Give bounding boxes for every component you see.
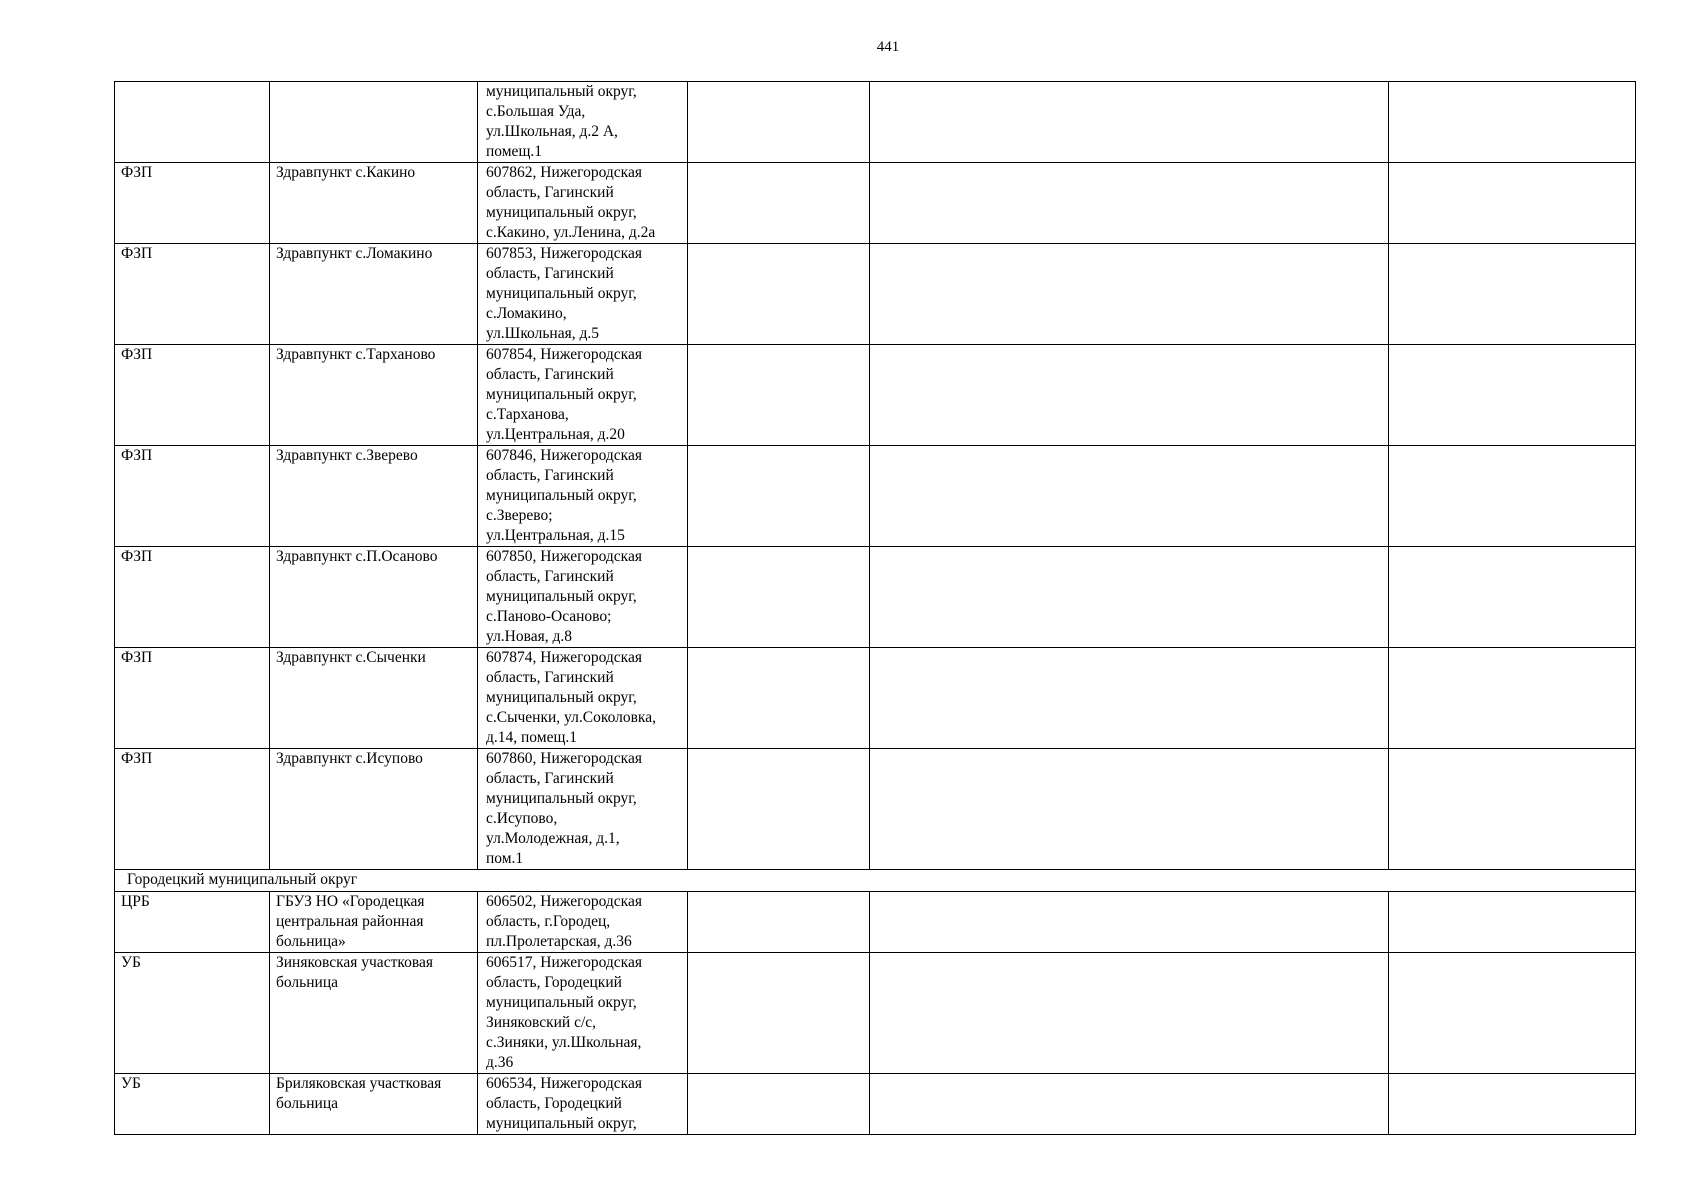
empty-cell <box>870 446 1389 547</box>
empty-cell <box>688 82 870 163</box>
facility-address-text: 606517, Нижегородская область, Городецкий муниципальный округ, Зиняковский с/с, с.Зиняки, ул.Школьная, д.36 <box>486 954 642 1071</box>
facility-address-cell <box>478 1074 688 1135</box>
empty-cell <box>870 892 1389 953</box>
facility-type-text: ФЗП <box>121 164 153 181</box>
facility-type-cell <box>115 82 270 163</box>
empty-cell <box>1389 1074 1636 1135</box>
empty-cell <box>1389 345 1636 446</box>
table-row <box>115 82 1636 163</box>
facility-address-cell <box>478 244 688 345</box>
empty-cell <box>688 345 870 446</box>
empty-cell <box>1389 244 1636 345</box>
table-row <box>115 163 1636 244</box>
empty-cell <box>1389 749 1636 870</box>
facility-name-cell <box>270 345 478 446</box>
facility-name-text: Зиняковская участковая больница <box>276 954 433 991</box>
table-row <box>115 345 1636 446</box>
facility-address-text: муниципальный округ, с.Большая Уда, ул.Школьная, д.2 А, помещ.1 <box>486 83 637 160</box>
empty-cell <box>1389 547 1636 648</box>
empty-cell <box>870 345 1389 446</box>
facility-type-cell <box>115 345 270 446</box>
empty-cell <box>688 648 870 749</box>
empty-cell <box>1389 648 1636 749</box>
facility-address-text: 607862, Нижегородская область, Гагинский муниципальный округ, с.Какино, ул.Ленина, д.2а <box>486 164 656 241</box>
facility-name-cell <box>270 163 478 244</box>
facilities-table <box>114 81 1636 1135</box>
facility-name-cell <box>270 82 478 163</box>
facility-address-cell <box>478 953 688 1074</box>
facility-type-cell <box>115 163 270 244</box>
facility-name-text: Здравпункт с.Какино <box>276 164 416 181</box>
facility-type-cell <box>115 1074 270 1135</box>
facility-address-text: 607846, Нижегородская область, Гагинский муниципальный округ, с.Зверево; ул.Центральная, д.15 <box>486 447 642 544</box>
page-number: 441 <box>876 39 900 55</box>
facility-name-cell <box>270 244 478 345</box>
facility-address-text: 606534, Нижегородская область, Городецкий муниципальный округ, <box>486 1075 642 1132</box>
table-row <box>115 547 1636 648</box>
empty-cell <box>870 547 1389 648</box>
empty-cell <box>688 446 870 547</box>
facility-name-text: Здравпункт с.Исупово <box>276 750 423 767</box>
facility-address-cell <box>478 345 688 446</box>
facility-type-text: ФЗП <box>121 649 153 666</box>
facility-name-cell <box>270 1074 478 1135</box>
facility-type-cell <box>115 648 270 749</box>
table-row <box>115 749 1636 870</box>
facility-name-text: Здравпункт с.П.Осаново <box>276 548 438 565</box>
facility-name-text: ГБУЗ НО «Городецкая центральная районная больница» <box>276 893 425 950</box>
facility-address-text: 607860, Нижегородская область, Гагинский муниципальный округ, с.Исупово, ул.Молодежная, д.1, пом.1 <box>486 750 642 867</box>
facility-address-cell <box>478 648 688 749</box>
section-title-text: Городецкий муниципальный округ <box>127 871 358 888</box>
empty-cell <box>688 163 870 244</box>
facility-address-cell <box>478 82 688 163</box>
empty-cell <box>870 749 1389 870</box>
facility-type-text: ФЗП <box>121 750 153 767</box>
facility-name-cell <box>270 446 478 547</box>
facility-address-cell <box>478 749 688 870</box>
facility-name-cell <box>270 547 478 648</box>
table-body <box>115 82 1636 1135</box>
empty-cell <box>688 244 870 345</box>
section-row <box>115 870 1636 892</box>
facility-type-text: УБ <box>121 1075 141 1092</box>
table-row <box>115 953 1636 1074</box>
facility-name-text: Здравпункт с.Ломакино <box>276 245 433 262</box>
facility-address-cell <box>478 446 688 547</box>
facility-name-text: Здравпункт с.Зверево <box>276 447 418 464</box>
facility-name-cell <box>270 648 478 749</box>
empty-cell <box>870 648 1389 749</box>
facility-address-text: 607874, Нижегородская область, Гагинский муниципальный округ, с.Сыченки, ул.Соколовка, д.14, помещ.1 <box>486 649 656 746</box>
empty-cell <box>870 163 1389 244</box>
empty-cell <box>870 82 1389 163</box>
empty-cell <box>688 892 870 953</box>
empty-cell <box>870 953 1389 1074</box>
facility-address-text: 606502, Нижегородская область, г.Городец, пл.Пролетарская, д.36 <box>486 893 642 950</box>
empty-cell <box>688 953 870 1074</box>
facility-type-text: ФЗП <box>121 548 153 565</box>
facility-type-text: ЦРБ <box>121 893 150 910</box>
empty-cell <box>870 244 1389 345</box>
facility-name-text: Здравпункт с.Тарханово <box>276 346 436 363</box>
facility-address-text: 607854, Нижегородская область, Гагинский муниципальный округ, с.Тарханова, ул.Центральная, д.20 <box>486 346 642 443</box>
facility-type-cell <box>115 749 270 870</box>
facility-name-cell <box>270 892 478 953</box>
empty-cell <box>1389 82 1636 163</box>
section-title <box>115 870 1636 892</box>
facility-type-cell <box>115 953 270 1074</box>
facility-address-cell <box>478 163 688 244</box>
facility-name-cell <box>270 749 478 870</box>
facility-type-text: ФЗП <box>121 346 153 363</box>
facility-type-text: ФЗП <box>121 245 153 262</box>
empty-cell <box>870 1074 1389 1135</box>
facility-type-cell <box>115 892 270 953</box>
empty-cell <box>1389 892 1636 953</box>
facility-name-text: Здравпункт с.Сыченки <box>276 649 426 666</box>
empty-cell <box>688 749 870 870</box>
empty-cell <box>1389 446 1636 547</box>
facility-address-text: 607853, Нижегородская область, Гагинский муниципальный округ, с.Ломакино, ул.Школьная, д.5 <box>486 245 642 342</box>
table-row <box>115 648 1636 749</box>
empty-cell <box>1389 953 1636 1074</box>
table-row <box>115 892 1636 953</box>
table-row <box>115 446 1636 547</box>
table-row <box>115 1074 1636 1135</box>
facility-type-text: УБ <box>121 954 141 971</box>
facility-address-cell <box>478 547 688 648</box>
facility-type-cell <box>115 547 270 648</box>
facility-name-text: Бриляковская участковая больница <box>276 1075 442 1112</box>
empty-cell <box>688 547 870 648</box>
table-row <box>115 244 1636 345</box>
facility-address-cell <box>478 892 688 953</box>
empty-cell <box>1389 163 1636 244</box>
facility-type-cell <box>115 244 270 345</box>
empty-cell <box>688 1074 870 1135</box>
facility-name-cell <box>270 953 478 1074</box>
facility-type-cell <box>115 446 270 547</box>
facility-type-text: ФЗП <box>121 447 153 464</box>
facility-address-text: 607850, Нижегородская область, Гагинский муниципальный округ, с.Паново-Осаново; ул.Новая, д.8 <box>486 548 642 645</box>
